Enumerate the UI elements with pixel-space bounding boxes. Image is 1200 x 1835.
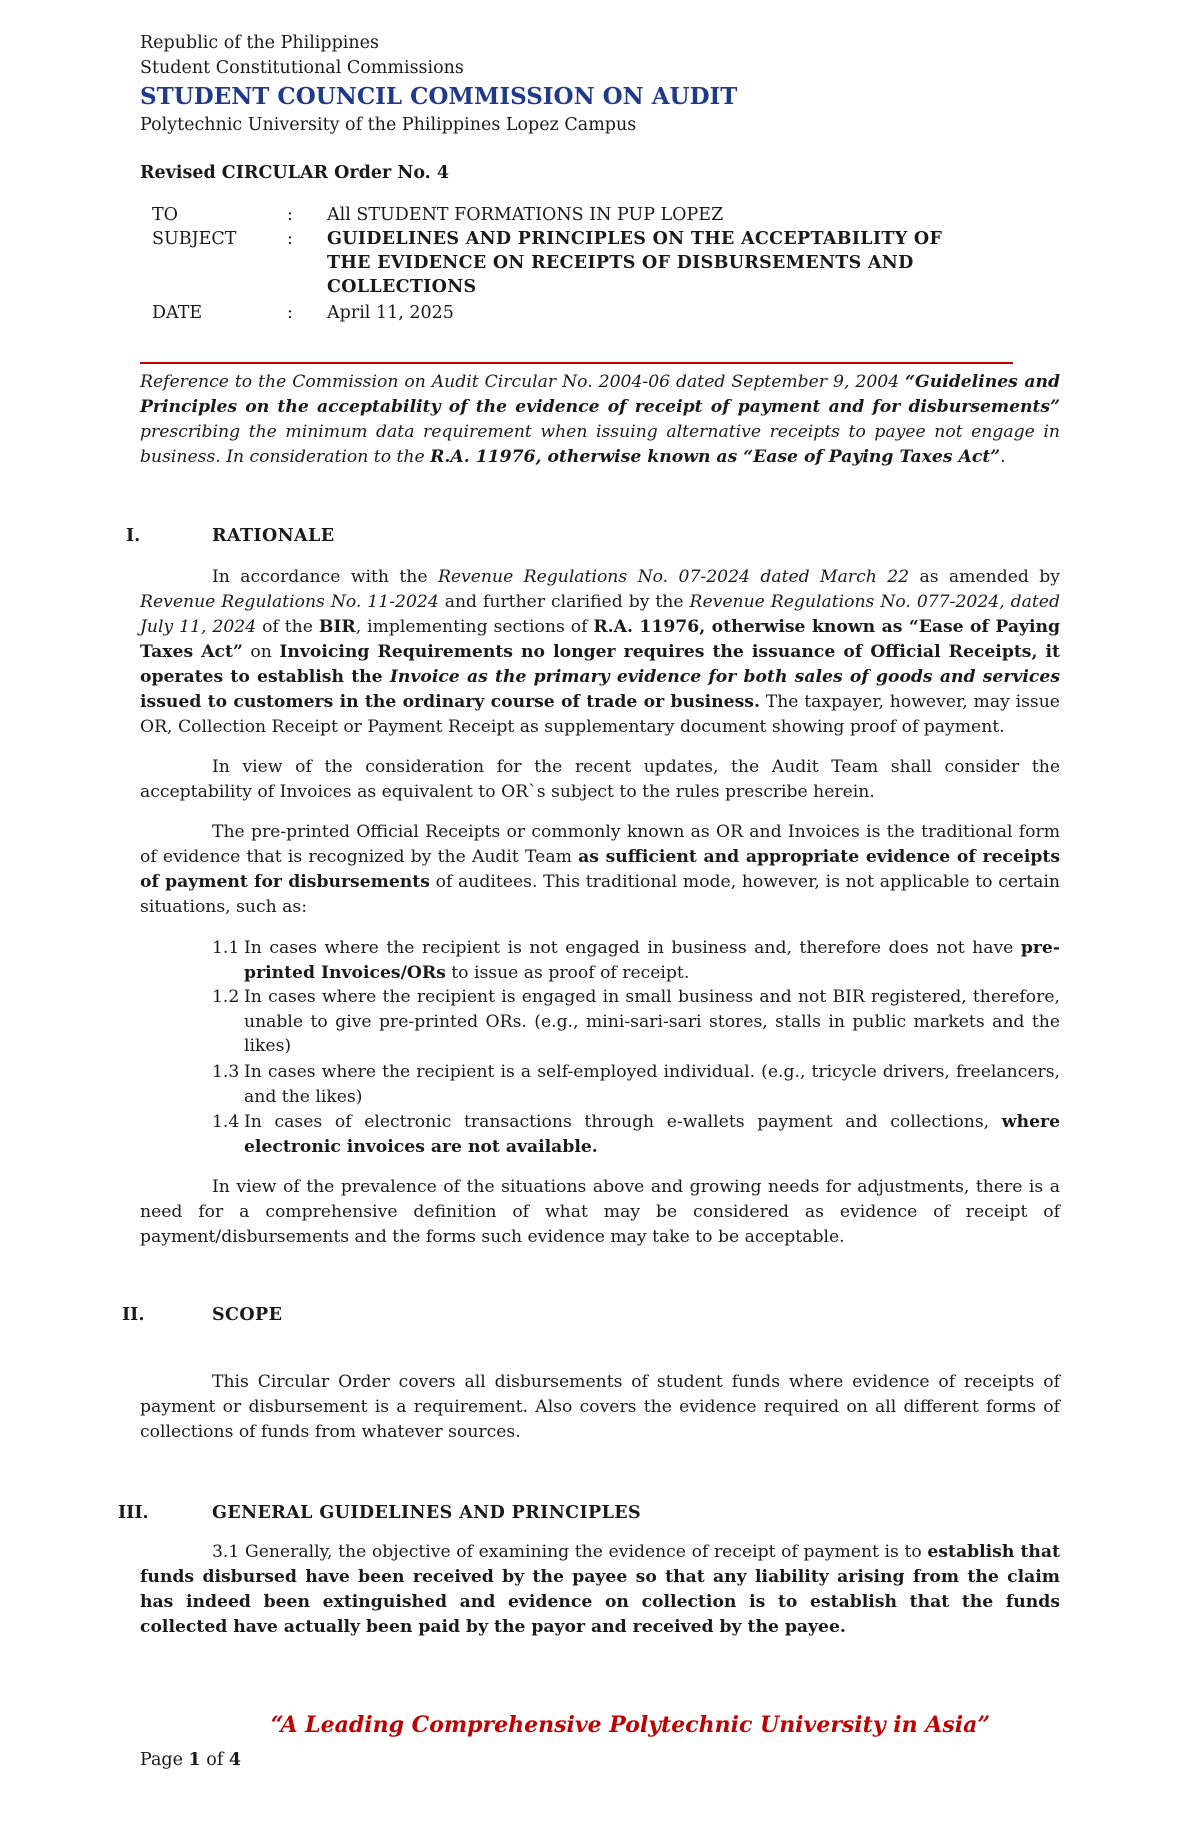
text-bold: R.A. 11976, otherwise known as “Ease of Paying Taxes Act”: [140, 617, 1060, 662]
section-title-guidelines: GENERAL GUIDELINES AND PRINCIPLES: [212, 1503, 642, 1523]
list-item-text: In cases of electronic transactions through e-wallets payment and collections,: [244, 1112, 1002, 1132]
list-item-number: 1.2: [212, 987, 240, 1007]
text: of auditees. This traditional mode, however, is not applicable to certain situations, such as:: [140, 872, 1060, 917]
rationale-paragraph-4: In view of the prevalence of the situations above and growing needs for adjustments, there is a need for a comprehensive definition of what may be considered as evidence of receipt of payment/disbursements and the forms such evidence may take to be acceptable.: [140, 1177, 1060, 1247]
text-bold-italic: Invoice as the primary evidence for both sales of goods and services: [389, 667, 1060, 687]
text-bold: Invoicing Requirements no longer requires the issuance of Official Receipts, it operates to establish the: [140, 642, 1060, 687]
reference-text: prescribing the minimum data requirement when issuing alternative receipts to payee not engage in business. In consideration to the: [140, 422, 1060, 467]
memo-to-label: TO: [152, 205, 179, 225]
reference-text: Reference to the Commission on Audit Circular No. 2004-06 dated September 9, 2004: [140, 372, 906, 392]
text: 3.1 Generally, the objective of examining the evidence of receipt of payment is to: [212, 1542, 928, 1562]
section-number: I.: [126, 526, 141, 546]
university-motto: “A Leading Comprehensive Polytechnic University in Asia”: [270, 1712, 990, 1738]
section-title-scope: SCOPE: [212, 1305, 283, 1325]
page-total: 4: [228, 1750, 242, 1770]
memo-subject-line-3: COLLECTIONS: [327, 277, 477, 297]
header-campus: Polytechnic University of the Philippines Lopez Campus: [140, 115, 637, 135]
section-number: III.: [118, 1503, 149, 1523]
list-item-number: 1.1: [212, 938, 240, 958]
memo-subject-line-1: GUIDELINES AND PRINCIPLES ON THE ACCEPTABILITY OF: [327, 229, 943, 249]
list-item-number: 1.4: [212, 1112, 240, 1132]
text: and further clarified by the: [438, 592, 690, 612]
text: on: [242, 642, 280, 662]
rationale-paragraph-1: [140, 565, 1060, 740]
text: The taxpayer, however, may issue OR, Collection Receipt or Payment Receipt as supplementary document showing proof of payment.: [140, 692, 1060, 737]
memo-colon: :: [287, 229, 293, 249]
circular-order-number: Revised CIRCULAR Order No. 4: [140, 163, 450, 183]
list-item-number: 1.3: [212, 1062, 240, 1082]
text-bold: issued to customers in the ordinary course of trade or business.: [140, 692, 760, 712]
document-page: [118, 0, 1060, 1835]
scope-paragraph: This Circular Order covers all disbursements of student funds where evidence of receipts of payment or disbursement is a requirement. Also covers the evidence required on all different forms of collections of funds from whatever sources.: [140, 1372, 1060, 1442]
reference-paragraph: [140, 370, 1060, 470]
text: of the: [256, 617, 319, 637]
list-item-text: to issue as proof of receipt.: [445, 962, 690, 983]
text-italic: Revenue Regulations No. 077-2024, dated July 11, 2024: [140, 592, 1060, 637]
memo-date-label: DATE: [152, 303, 203, 323]
text: as amended by: [909, 567, 1060, 587]
list-item-text: In cases where the recipient is not engaged in business and, therefore does not have: [244, 938, 1021, 958]
text-bold: establish that funds disbursed have been received by the payee so that any liability arising from the claim has indeed been extinguished and evidence on collection is to establish that the funds collected have actually been paid by the payor and received by the payee.: [140, 1542, 1060, 1637]
list-item: [212, 1110, 1060, 1159]
memo-colon: :: [287, 205, 293, 225]
list-item-bold: where electronic invoices are not available.: [244, 1112, 1060, 1157]
page-label: Page: [140, 1750, 189, 1770]
header-divider: [140, 362, 1013, 364]
reference-text: .: [1000, 447, 1006, 467]
section-title-rationale: RATIONALE: [212, 526, 335, 546]
list-item-text: In cases where the recipient is engaged in small business and not BIR registered, therefore, unable to give pre-printed ORs. (e.g., mini-sari-sari stores, stalls in public markets and the likes): [244, 987, 1060, 1056]
rationale-paragraph-3: [140, 820, 1060, 920]
header-commissions: Student Constitutional Commissions: [140, 58, 464, 78]
header-title: STUDENT COUNCIL COMMISSION ON AUDIT: [140, 83, 738, 110]
list-item: [212, 985, 1060, 1059]
text: The pre-printed Official Receipts or commonly known as OR and Invoices is the traditional form of evidence that is recognized by the Audit Team: [140, 822, 1060, 867]
text: , implementing sections of: [355, 617, 594, 637]
list-item-bold: pre-printed Invoices/ORs: [244, 938, 1060, 983]
memo-to-value: All STUDENT FORMATIONS IN PUP LOPEZ: [327, 205, 724, 225]
reference-bold-title: “Guidelines and Principles on the acceptability of the evidence of receipt of payment and for disbursements”: [140, 372, 1060, 417]
section-number: II.: [122, 1305, 145, 1325]
text-italic: Revenue Regulations No. 07-2024 dated March 22: [437, 567, 910, 587]
memo-subject-line-2: THE EVIDENCE ON RECEIPTS OF DISBURSEMENTS AND: [327, 253, 914, 273]
header-republic: Republic of the Philippines: [140, 33, 380, 53]
reference-bold-act: R.A. 11976, otherwise known as “Ease of Paying Taxes Act”: [430, 447, 1001, 467]
text-bold: as sufficient and appropriate evidence of receipts of payment for disbursements: [140, 847, 1060, 892]
text-bold: BIR: [318, 617, 356, 637]
rationale-paragraph-2: In view of the consideration for the recent updates, the Audit Team shall consider the acceptability of Invoices as equivalent to OR`s subject to the rules prescribe herein.: [140, 757, 1060, 802]
memo-colon: :: [287, 303, 293, 323]
guidelines-paragraph: [140, 1540, 1060, 1640]
list-item: [212, 1060, 1060, 1109]
memo-date-value: April 11, 2025: [327, 303, 454, 323]
page-label: of: [200, 1750, 229, 1770]
list-item-text: In cases where the recipient is a self-employed individual. (e.g., tricycle drivers, freelancers, and the likes): [244, 1062, 1060, 1107]
text: In accordance with the: [212, 567, 438, 587]
list-item: [212, 936, 1060, 985]
memo-subject-label: SUBJECT: [152, 229, 237, 249]
page-current: 1: [188, 1750, 201, 1770]
text-italic: Revenue Regulations No. 11-2024: [140, 592, 439, 612]
page-number: [140, 1750, 241, 1770]
